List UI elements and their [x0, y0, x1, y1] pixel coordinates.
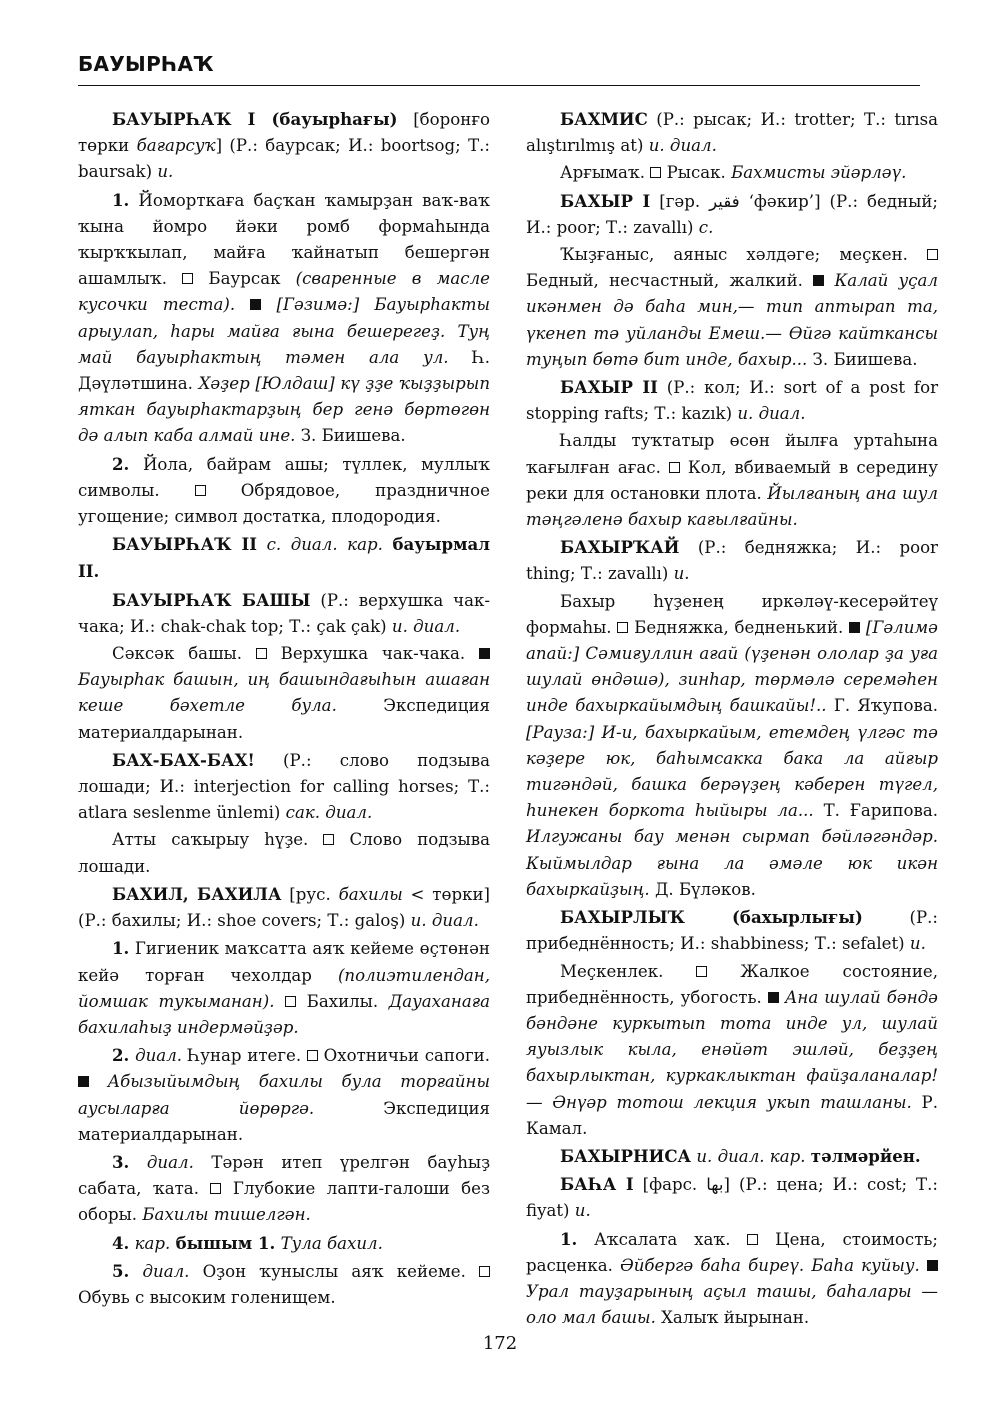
text-run: Р. Камал.: [526, 1092, 938, 1138]
text-run: Бедный, несчастный, жалкий.: [526, 271, 814, 291]
text-run: (Р.: слово подзыва лошади; И.: interjection for calling horses; Т.: atlara seslenme ünlemi): [78, 750, 490, 823]
headword: БАУЫРҺАҠ II: [112, 534, 258, 555]
italic-text: Бауырһак башын, иң башындағыһын ашаған кеше бәхетле була.: [78, 670, 490, 716]
text-run: Экспедиция материалдарынан.: [78, 696, 490, 742]
entry-paragraph: [78, 587, 490, 640]
entry-paragraph: [526, 1226, 938, 1332]
italic-text: Хәҙер [Юлдаш] кү ҙҙе ҡыҙҙырып яткан бауырһактарҙың бер генә бөртөгөн дә алып каба алмай ине.: [78, 374, 491, 446]
filled-square-icon: [479, 648, 490, 659]
headword: 4.: [112, 1232, 130, 1253]
text-run: Обувь с высоким голенищем.: [78, 1287, 336, 1307]
text-run: [257, 535, 267, 554]
text-run: [боронғо төрки: [78, 110, 490, 156]
italic-text: диал.: [142, 1261, 190, 1281]
text-run: (Р.: прибеднённость; И.: shabbiness; Т.: sefalet): [526, 908, 938, 954]
headword: тәлмәрйен.: [810, 1145, 921, 1166]
italic-text: и. диал.: [648, 136, 717, 156]
text-run: [129, 1153, 147, 1172]
filled-square-icon: [768, 992, 779, 1003]
italic-text: Тула бахил.: [280, 1233, 383, 1253]
entry-paragraph: [78, 1149, 490, 1229]
text-run: [89, 1072, 108, 1091]
open-square-icon: [696, 966, 707, 977]
italic-text: и. диал.: [391, 616, 461, 636]
headword: БАУЫРҺАҠ БАШЫ: [112, 589, 311, 610]
text-run: Бахыр һүҙенең иркәләү-кесерәйтеү формаһы.: [526, 591, 938, 637]
text-run: Сәксәк башы.: [112, 644, 256, 664]
text-run: Цена, стоимость; расценка.: [526, 1229, 938, 1275]
entry-paragraph: [526, 374, 938, 427]
italic-text: Илгужаны бау менән сырмап бәйләгәндәр. Кыймылдар ғына ла әмәле юк икән бахыркайҙың.: [526, 827, 938, 899]
open-square-icon: [256, 648, 267, 659]
text-run: Баурсак: [193, 269, 296, 289]
italic-text: Абызыйымдың бахилы була торғайны аусыларға йөрөргә.: [78, 1072, 490, 1118]
open-square-icon: [669, 462, 680, 473]
italic-text: с. диал. кар.: [266, 535, 383, 555]
open-square-icon: [182, 273, 193, 284]
italic-text: диал.: [135, 1046, 183, 1066]
entry-paragraph: [78, 881, 490, 934]
text-run: [129, 1262, 142, 1281]
headword: 1.: [560, 1228, 578, 1249]
right-column: [526, 106, 938, 1332]
text-run: Һунар итеге.: [182, 1046, 307, 1066]
italic-text: с.: [698, 217, 714, 237]
headword: 2.: [112, 453, 130, 474]
text-run: Охотничьи сапоги.: [317, 1046, 490, 1066]
italic-text: и.: [909, 934, 926, 954]
text-run: З. Биишева.: [295, 426, 406, 446]
text-run: Һалды туҡтатыр өсөн йылға уртаһына ҡағылған ағас.: [526, 431, 938, 477]
text-run: Һ. Дәүләтшина.: [78, 347, 490, 394]
text-run: [274, 992, 285, 1011]
text-run: Йола, байрам ашы; түллек, муллыҡ символы.: [78, 454, 490, 500]
text-run: З. Биишева.: [807, 349, 918, 369]
italic-text: (сваренные в масле кусочки теста).: [78, 269, 490, 315]
entry-paragraph: [78, 1258, 490, 1311]
entry-paragraph: [78, 935, 490, 1041]
headword: 1.: [112, 189, 130, 210]
text-run: Глубокие лапти-галоши без оборы.: [78, 1179, 491, 1225]
text-run: (Р.: рысак; И.: trotter; Т.: tırısa alıştırılmış at): [526, 110, 938, 156]
italic-text: Дауаханаға бахилаһыҙ индермәйҙәр.: [78, 991, 491, 1037]
open-square-icon: [747, 1234, 758, 1245]
entry-paragraph: [78, 641, 490, 746]
text-run: Рысак.: [661, 163, 732, 183]
header-rule: [78, 85, 920, 86]
headword: бышым 1.: [175, 1232, 276, 1253]
text-run: [920, 1256, 927, 1275]
italic-text: сак. диал.: [285, 803, 373, 823]
filled-square-icon: [813, 275, 824, 286]
italic-text: Әйбергә баһа биреү. Баһа куйыу.: [620, 1255, 920, 1275]
italic-text: кар.: [134, 1233, 171, 1253]
headword: БАХЫРҠАЙ: [560, 537, 680, 558]
left-column: [78, 106, 490, 1312]
text-run: < төрки] (Р.: бахилы; И.: shoe covers; Т.: galoş): [78, 884, 490, 931]
open-square-icon: [617, 622, 628, 633]
text-run: Аҡсалата хаҡ.: [577, 1229, 748, 1249]
headword: БАУЫРҺАҠ I (бауырһағы): [112, 109, 398, 129]
text-run: [235, 295, 250, 314]
italic-text: Бахилы тишелгән.: [142, 1205, 311, 1225]
text-run: Г. Яҡупова.: [826, 696, 938, 716]
headword: БАХЫР II: [560, 377, 658, 398]
italic-text: Ана шулай бәндә бәндәне куркытып тота инде ул, шулай яуызлык кыла, енәйәт эшләй, беҙҙең бахырлыктан, куркаклыктан файҙаланалар! — Әнүәр тотош лекция укып ташланы.: [526, 987, 938, 1112]
open-square-icon: [479, 1266, 490, 1277]
headword: 1.: [112, 938, 130, 959]
text-run: Ҡыҙғаныс, аяныс хәлдәге; меҫкен.: [560, 245, 927, 265]
text-run: [фарс. بها] (Р.: цена; И.: cost; Т.: fiyat): [526, 1175, 938, 1221]
entry-paragraph: [78, 187, 490, 450]
entry-paragraph: [526, 1171, 938, 1224]
filled-square-icon: [849, 622, 860, 633]
italic-text: и.: [673, 564, 690, 584]
entry-paragraph: [526, 428, 938, 533]
text-run: Кол, вбиваемый в середину реки для остановки плота.: [526, 457, 938, 503]
italic-text: Урал тауҙарының аҫыл ташы, баһалары — оло мал башы.: [526, 1281, 938, 1328]
italic-text: и. диал. кар.: [696, 1146, 806, 1166]
text-run: Йоморткаға баҫҡан ҡамырҙан ваҡ-ваҡ ҡына йомро йәки ромб формаһында ҡырҡҡылап, майға ҡайнатып бешергән ашамлыҡ.: [78, 190, 490, 289]
entry-paragraph: [526, 1143, 938, 1170]
text-run: Жалкое состояние, прибеднённость, убогость.: [526, 961, 938, 1007]
open-square-icon: [285, 996, 296, 1007]
entry-paragraph: [526, 589, 938, 903]
headword: БАХИЛ, БАХИЛА: [112, 883, 282, 904]
italic-text: (полиэтилендан, йомшак тукыманан).: [78, 965, 490, 1011]
entry-paragraph: [526, 904, 938, 957]
entry-paragraph: [78, 531, 490, 585]
filled-square-icon: [250, 299, 261, 310]
headword: БАХЫРНИСА: [560, 1145, 692, 1166]
text-run: Халыҡ йырынан.: [655, 1308, 810, 1328]
headword: 5.: [112, 1260, 130, 1281]
text-run: ] (Р.: баурсак; И.: boortsog; Т.: baursak): [78, 136, 491, 182]
text-run: (Р.: верхушка чак-чака; И.: chak-chak top; Т.: çak çak): [78, 590, 490, 636]
text-run: Оҙон ҡуныслы аяҡ кейеме.: [189, 1261, 479, 1281]
headword: БАХМИС: [560, 109, 648, 129]
text-run: Арғымаҡ.: [560, 163, 651, 183]
headword: БАҺА I: [560, 1174, 634, 1195]
text-run: Бахилы.: [296, 991, 389, 1011]
text-run: Верхушка чак-чака.: [266, 644, 479, 664]
headword: 2.: [112, 1045, 130, 1066]
open-square-icon: [650, 167, 661, 178]
entry-paragraph: [78, 1042, 490, 1148]
text-run: Гигиеник маҡсатта аяҡ кейеме өҫтөнән кейә торған чехолдар: [78, 939, 490, 985]
italic-text: Калай уҫал икәнмен дә баһа мин,— тип аптырап та, үкенеп тә уйланды Емеш.— Өйгә кайткансы туңып бөтә бит инде, бахыр...: [526, 271, 938, 369]
italic-text: [Гәзимә:] Бауырһакты арыулап, һары майға ғына бешерегеҙ. Туң май бауырһактың тәмен ала ул.: [78, 295, 490, 367]
page-number: 172: [482, 1333, 518, 1354]
headword: бауырмал II.: [78, 534, 490, 582]
entry-paragraph: [526, 188, 938, 241]
text-run: Экспедиция материалдарынан.: [78, 1098, 490, 1144]
italic-text: и.: [574, 1201, 591, 1221]
entry-paragraph: [78, 451, 490, 531]
headword: 3.: [112, 1151, 130, 1172]
italic-text: бағарсуҡ: [136, 136, 216, 156]
text-run: Тәрән итеп үрелгән бауһыҙ сабата, ҡата.: [78, 1152, 490, 1199]
filled-square-icon: [78, 1076, 89, 1087]
entry-paragraph: [526, 106, 938, 159]
entry-paragraph: [526, 160, 938, 186]
italic-text: [Рауза:] И-и, бахыркайым, етемдең үлгәс тә кәҙере юк, баһымсакка бака ла айғыр тигәндәй, башка берәүҙең кәберен түгел, һинекен боркота һыйыры ла...: [526, 722, 938, 821]
entry-paragraph: [78, 827, 490, 879]
headword: БАХЫРЛЫҠ (бахырлығы): [560, 907, 863, 928]
headword: БАХ-БАХ-БАХ!: [112, 749, 255, 770]
italic-text: бахилы: [338, 884, 403, 904]
open-square-icon: [323, 834, 334, 845]
entry-paragraph: [526, 959, 938, 1142]
open-square-icon: [307, 1050, 318, 1061]
text-run: Обрядовое, праздничное угощение; символ достатка, плодородия.: [78, 480, 490, 527]
running-head: БАУЫРҺАҠ: [78, 52, 214, 76]
entry-paragraph: [526, 534, 938, 587]
text-run: Слово подзыва лошади.: [78, 830, 490, 876]
text-run: Атты саҡырыу һүҙе.: [112, 830, 324, 850]
text-run: [383, 535, 393, 554]
text-run: [гәр. فقير ‘фәкир’] (Р.: бедный; И.: poor; Т.: zavallı): [526, 191, 938, 237]
open-square-icon: [927, 249, 938, 260]
text-run: [рус.: [281, 884, 339, 904]
italic-text: и.: [157, 162, 174, 182]
italic-text: Йылғаның ана шул тәңгәленә бахыр кағылғайны.: [526, 483, 938, 530]
italic-text: и. диал.: [410, 911, 479, 931]
entry-paragraph: [78, 1230, 490, 1257]
filled-square-icon: [927, 1260, 938, 1271]
italic-text: Бахмисты эйәрләү.: [731, 163, 907, 183]
text-run: Меҫкенлек.: [560, 961, 697, 981]
entry-paragraph: [78, 106, 490, 186]
text-run: (Р.: кол; И.: sort of a post for stopping rafts; Т.: kazık): [526, 378, 938, 424]
text-run: (Р.: бедняжка; И.: poor thing; Т.: zavallı): [526, 538, 938, 584]
open-square-icon: [210, 1183, 221, 1194]
text-run: Т. Ғарипова.: [813, 801, 938, 821]
text-run: [824, 271, 834, 290]
headword: БАХЫР I: [560, 190, 651, 211]
text-run: Д. Бүләков.: [649, 879, 756, 899]
italic-text: и. диал.: [737, 404, 806, 424]
italic-text: диал.: [146, 1152, 194, 1172]
entry-paragraph: [526, 242, 938, 373]
text-run: Бедняжка, бедненький.: [628, 617, 850, 637]
open-square-icon: [195, 485, 206, 496]
entry-paragraph: [78, 747, 490, 827]
italic-text: [Гәлимә апай:] Сәмиғуллин ағай (үҙенән ололар ҙа уға шулай өндәшә), зинһар, төрмәлә серемәһен инде бахыркайымдың башкайы!..: [526, 617, 938, 716]
